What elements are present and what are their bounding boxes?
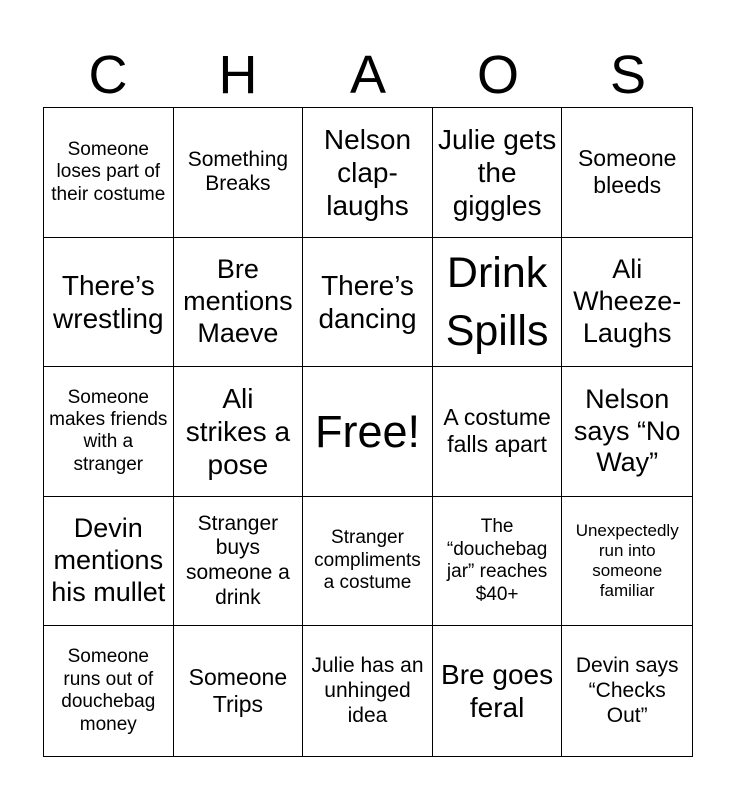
bingo-cell[interactable] [174,626,304,756]
cell-text: There’s dancing [318,269,417,334]
bingo-cell[interactable] [174,238,304,368]
bingo-cell[interactable] [562,108,692,238]
bingo-cell[interactable] [44,238,174,368]
cell-text: Someone Trips [188,664,288,718]
cell-text: Drink Spills [445,248,549,355]
cell-text: Something Breaks [187,147,289,196]
bingo-cell[interactable] [433,367,563,497]
bingo-cell[interactable] [44,626,174,756]
cell-text: Bre mentions Maeve [183,254,293,348]
cell-text: Someone loses part of their costume [51,138,166,205]
header-letter-h: H [218,45,258,105]
cell-text: Julie has an unhinged idea [311,654,424,727]
cell-text: There’s wrestling [53,269,164,334]
cell-text: A costume falls apart [443,404,551,458]
cell-text: Ali strikes a pose [185,382,291,480]
cell-text: Nelson says “No Way” [573,383,681,478]
header-letter-c: C [88,45,128,105]
cell-text: Unexpectedly run into someone familiar [575,521,679,601]
bingo-cell[interactable] [303,108,433,238]
bingo-cell[interactable] [562,367,692,497]
cell-text: Nelson clap-laughs [323,123,412,221]
bingo-cell[interactable] [433,497,563,627]
bingo-cell[interactable] [562,238,692,368]
free-space-cell[interactable] [303,367,433,497]
bingo-header [43,42,693,108]
cell-text: Stranger buys someone a drink [185,511,290,609]
cell-text: Ali Wheeze-Laughs [573,254,682,348]
free-space-text: Free! [314,405,420,457]
bingo-cell[interactable] [562,626,692,756]
bingo-cell[interactable] [303,626,433,756]
cell-text: Someone bleeds [577,145,677,199]
cell-text: Julie gets the giggles [437,123,557,221]
cell-text: Stranger compliments a costume [314,527,421,594]
bingo-cell[interactable] [174,497,304,627]
bingo-cell[interactable] [303,497,433,627]
bingo-board [43,107,693,757]
cell-text: The “douchebag jar” reaches $40+ [446,516,548,605]
bingo-cell[interactable] [44,367,174,497]
cell-text: Bre goes feral [441,659,554,724]
bingo-cell[interactable] [174,108,304,238]
cell-text: Devin mentions his mullet [51,513,166,608]
header-letter-s: S [609,45,647,105]
bingo-cell[interactable] [562,497,692,627]
cell-text: Someone makes friends with a stranger [49,386,168,475]
header-letter-o: O [476,45,519,105]
bingo-cell[interactable] [433,108,563,238]
header-letter-a: A [349,45,387,105]
bingo-cell[interactable] [433,626,563,756]
bingo-cell[interactable] [303,238,433,368]
bingo-cell[interactable] [174,367,304,497]
bingo-cell[interactable] [44,108,174,238]
cell-text: Someone runs out of douchebag money [61,646,156,735]
bingo-cell[interactable] [433,238,563,368]
bingo-cell[interactable] [44,497,174,627]
cell-text: Devin says “Checks Out” [575,654,679,727]
